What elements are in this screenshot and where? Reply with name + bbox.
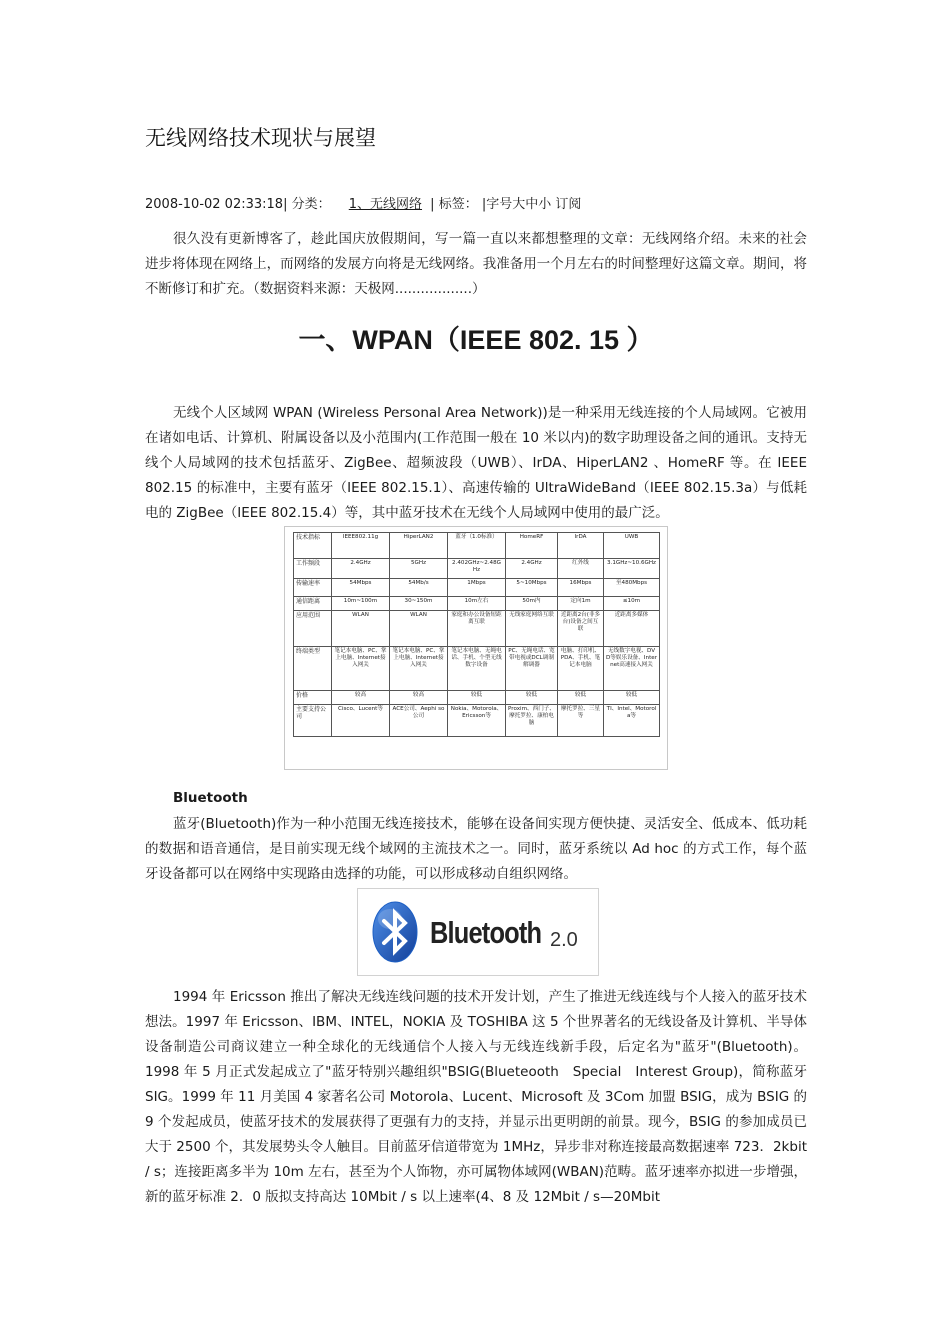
table-cell: 2.4GHz — [332, 559, 390, 579]
table-cell: 16Mbps — [558, 579, 604, 597]
intro-paragraph: 很久没有更新博客了，趁此国庆放假期间，写一篇一直以来都想整理的文章：无线网络介绍。未来的社会进步将体现在网络上，而网络的发展方向将是无线网络。我准备用一个月左右的时间整理好这篇文章。期间，将不断修订和扩充。（数据资料来源：天极网..................） — [145, 231, 807, 297]
bluetooth-paragraph: 蓝牙(Bluetooth)作为一种小范围无线连接技术，能够在设备间实现方便快捷、灵活安全、低成本、低功耗的数据和语音通信，是目前实现无线个域网的主流技术之一。同时，蓝牙系统以 Ad hoc 的方式工作，每个蓝牙设备都可以在网络中实现路由选择的功能，可以形成移动自组织网络。 — [145, 816, 807, 882]
bluetooth-icon — [372, 901, 418, 963]
font-size-subscribe-tools[interactable]: |字号大中小 订阅 — [481, 197, 582, 212]
table-row-header: 终端类型 — [294, 647, 332, 691]
table-row-header: 技术指标 — [294, 533, 332, 559]
table-cell: 摩托罗拉、三星等 — [558, 705, 604, 737]
category-label: 分类： — [291, 197, 331, 212]
table-cell: 红外线 — [558, 559, 604, 579]
table-cell: 50m内 — [506, 597, 558, 611]
table-cell: IEEE802.11g — [332, 533, 390, 559]
comparison-table-image — [284, 526, 668, 770]
meta-separator: | — [430, 197, 435, 212]
bluetooth-logo — [357, 888, 599, 976]
table-cell: 较低 — [448, 691, 506, 705]
table-cell: Nokia、Motorola、Ericsson等 — [448, 705, 506, 737]
table-cell: 30~150m — [390, 597, 448, 611]
table-cell: PC、无绳电话、宽带电视或DCL调制解调器 — [506, 647, 558, 691]
bluetooth-version: 2.0 — [550, 929, 578, 951]
table-row — [294, 579, 660, 597]
table-cell: 无线数字电视、DVD等娱乐设备、Internet高速接入网关 — [604, 647, 660, 691]
bluetooth-section — [145, 812, 807, 887]
table-cell: 电脑、打印机、PDA、手机、笔记本电脑 — [558, 647, 604, 691]
table-cell: 家庭和办公设备短距离互联 — [448, 611, 506, 647]
post-datetime: 2008-10-02 02:33:18| — [145, 197, 288, 212]
table-cell: Cisco、Lucent等 — [332, 705, 390, 737]
table-cell: 至480Mbps — [604, 579, 660, 597]
table-cell: HomeRF — [506, 533, 558, 559]
bluetooth-wordmark: Bluetooth — [430, 915, 542, 950]
table-cell: 笔记本电脑、无绳电话、手机、个型无线数字设备 — [448, 647, 506, 691]
table-cell: 54Mb/s — [390, 579, 448, 597]
table-cell: ≤10m — [604, 597, 660, 611]
table-cell: 定向1m — [558, 597, 604, 611]
table-cell: 54Mbps — [332, 579, 390, 597]
table-row-header: 主要支持公司 — [294, 705, 332, 737]
category-link[interactable]: 1、无线网络 — [348, 197, 423, 212]
table-row — [294, 597, 660, 611]
table-row-header: 应用范围 — [294, 611, 332, 647]
table-row — [294, 611, 660, 647]
table-cell: WLAN — [332, 611, 390, 647]
table-cell: 笔记本电脑、PC、掌上电脑、Internet接入网关 — [332, 647, 390, 691]
table-cell: 较高 — [332, 691, 390, 705]
table-cell: HiperLAN2 — [390, 533, 448, 559]
tags-label: 标签： — [438, 197, 478, 212]
table-row — [294, 647, 660, 691]
bluetooth-history-section — [145, 985, 807, 1210]
table-row — [294, 559, 660, 579]
table-row — [294, 691, 660, 705]
article-meta — [145, 193, 581, 212]
section-heading-wpan: 一、WPAN（IEEE 802. 15 ） — [298, 325, 654, 355]
article-title: 无线网络技术现状与展望 — [145, 126, 376, 150]
table-cell: Proxim、西门子、摩托罗拉、康柏电脑 — [506, 705, 558, 737]
wpan-section — [145, 401, 807, 526]
table-cell: 2.4GHz — [506, 559, 558, 579]
table-row-header: 通信距离 — [294, 597, 332, 611]
table-cell: 10m左右 — [448, 597, 506, 611]
bluetooth-heading: Bluetooth — [173, 790, 248, 806]
table-header-row — [294, 533, 660, 559]
table-cell: 蓝牙（1.0标准） — [448, 533, 506, 559]
bluetooth-history-paragraph: 1994 年 Ericsson 推出了解决无线连线问题的技术开发计划，产生了推进无线连线与个人接入的蓝牙技术想法。1997 年 Ericsson、IBM、INTEL，NOKIA 及 TOSHIBA 这 5 个世界著名的无线设备及计算机、半导体设备制造公司商议建立一种全球化的无线通信个人接入与无线连线新手段，后定名为"蓝牙"(Bluetooth)。1998 年 5 月正式发起成立了"蓝牙特别兴趣组织"BSIG(Blueteooth Special Interest Group)，简称蓝牙 SIG。1999 年 11 月美国 4 家著名公司 Motorola、Lucent、Microsoft 及 3Com 加盟 BSIG，成为 BSIG 的 9 个发起成员，使蓝牙技术的发展获得了更强有力的支持，并显示出更明朗的前景。现今，BSIG 的参加成员已大于 2500 个，其发展势头令人触目。目前蓝牙信道带宽为 1MHz，异步非对称连接最高数据速率 723．2kbit / s；连接距离多半为 10m 左右，甚至为个人饰物，亦可属物体域网(WBAN)范畴。蓝牙速率亦拟进一步增强，新的蓝牙标准 2．0 版拟支持高达 10Mbit / s 以上速率(4、8 及 12Mbit / s—20Mbit — [145, 989, 807, 1205]
wpan-paragraph: 无线个人区域网 WPAN (Wireless Personal Area Network))是一种采用无线连接的个人局域网。它被用在诸如电话、计算机、附属设备以及小范围内(工作范围一般在 10 米以内)的数字助理设备之间的通讯。支持无线个人局域网的技术包括蓝牙、ZigBee、超频波段（UWB）、IrDA、HiperLAN2 、HomeRF 等。在 IEEE 802.15 的标准中，主要有蓝牙（IEEE 802.15.1）、高速传输的 UltraWideBand（IEEE 802.15.3a）与低耗电的 ZigBee（IEEE 802.15.4）等，其中蓝牙技术在无线个人局域网中使用的最广泛。 — [145, 405, 807, 521]
table-cell: IrDA — [558, 533, 604, 559]
table-cell: 笔记本电脑、PC、掌上电脑、Internet接入网关 — [390, 647, 448, 691]
table-cell: UWB — [604, 533, 660, 559]
table-cell: 2.402GHz~2.48GHz — [448, 559, 506, 579]
table-cell: WLAN — [390, 611, 448, 647]
table-cell: 10m~100m — [332, 597, 390, 611]
table-cell: 近距离2台(非多台)设备之间互联 — [558, 611, 604, 647]
table-row — [294, 705, 660, 737]
table-cell: TI、Intel、Motorola等 — [604, 705, 660, 737]
table-cell: 3.1GHz~10.6GHz — [604, 559, 660, 579]
table-cell: ACE公司、Aephi so公司 — [390, 705, 448, 737]
comparison-table — [293, 532, 660, 737]
table-cell: 较低 — [558, 691, 604, 705]
intro-section — [145, 227, 807, 302]
table-cell: 5~10Mbps — [506, 579, 558, 597]
table-row-header: 工作频段 — [294, 559, 332, 579]
table-row-header: 价格 — [294, 691, 332, 705]
table-cell: 较高 — [390, 691, 448, 705]
table-row-header: 传输速率 — [294, 579, 332, 597]
table-cell: 1Mbps — [448, 579, 506, 597]
table-cell: 5GHz — [390, 559, 448, 579]
table-cell: 近距离多媒体 — [604, 611, 660, 647]
table-cell: 较低 — [604, 691, 660, 705]
table-cell: 无线家庭网络互联 — [506, 611, 558, 647]
table-cell: 较低 — [506, 691, 558, 705]
